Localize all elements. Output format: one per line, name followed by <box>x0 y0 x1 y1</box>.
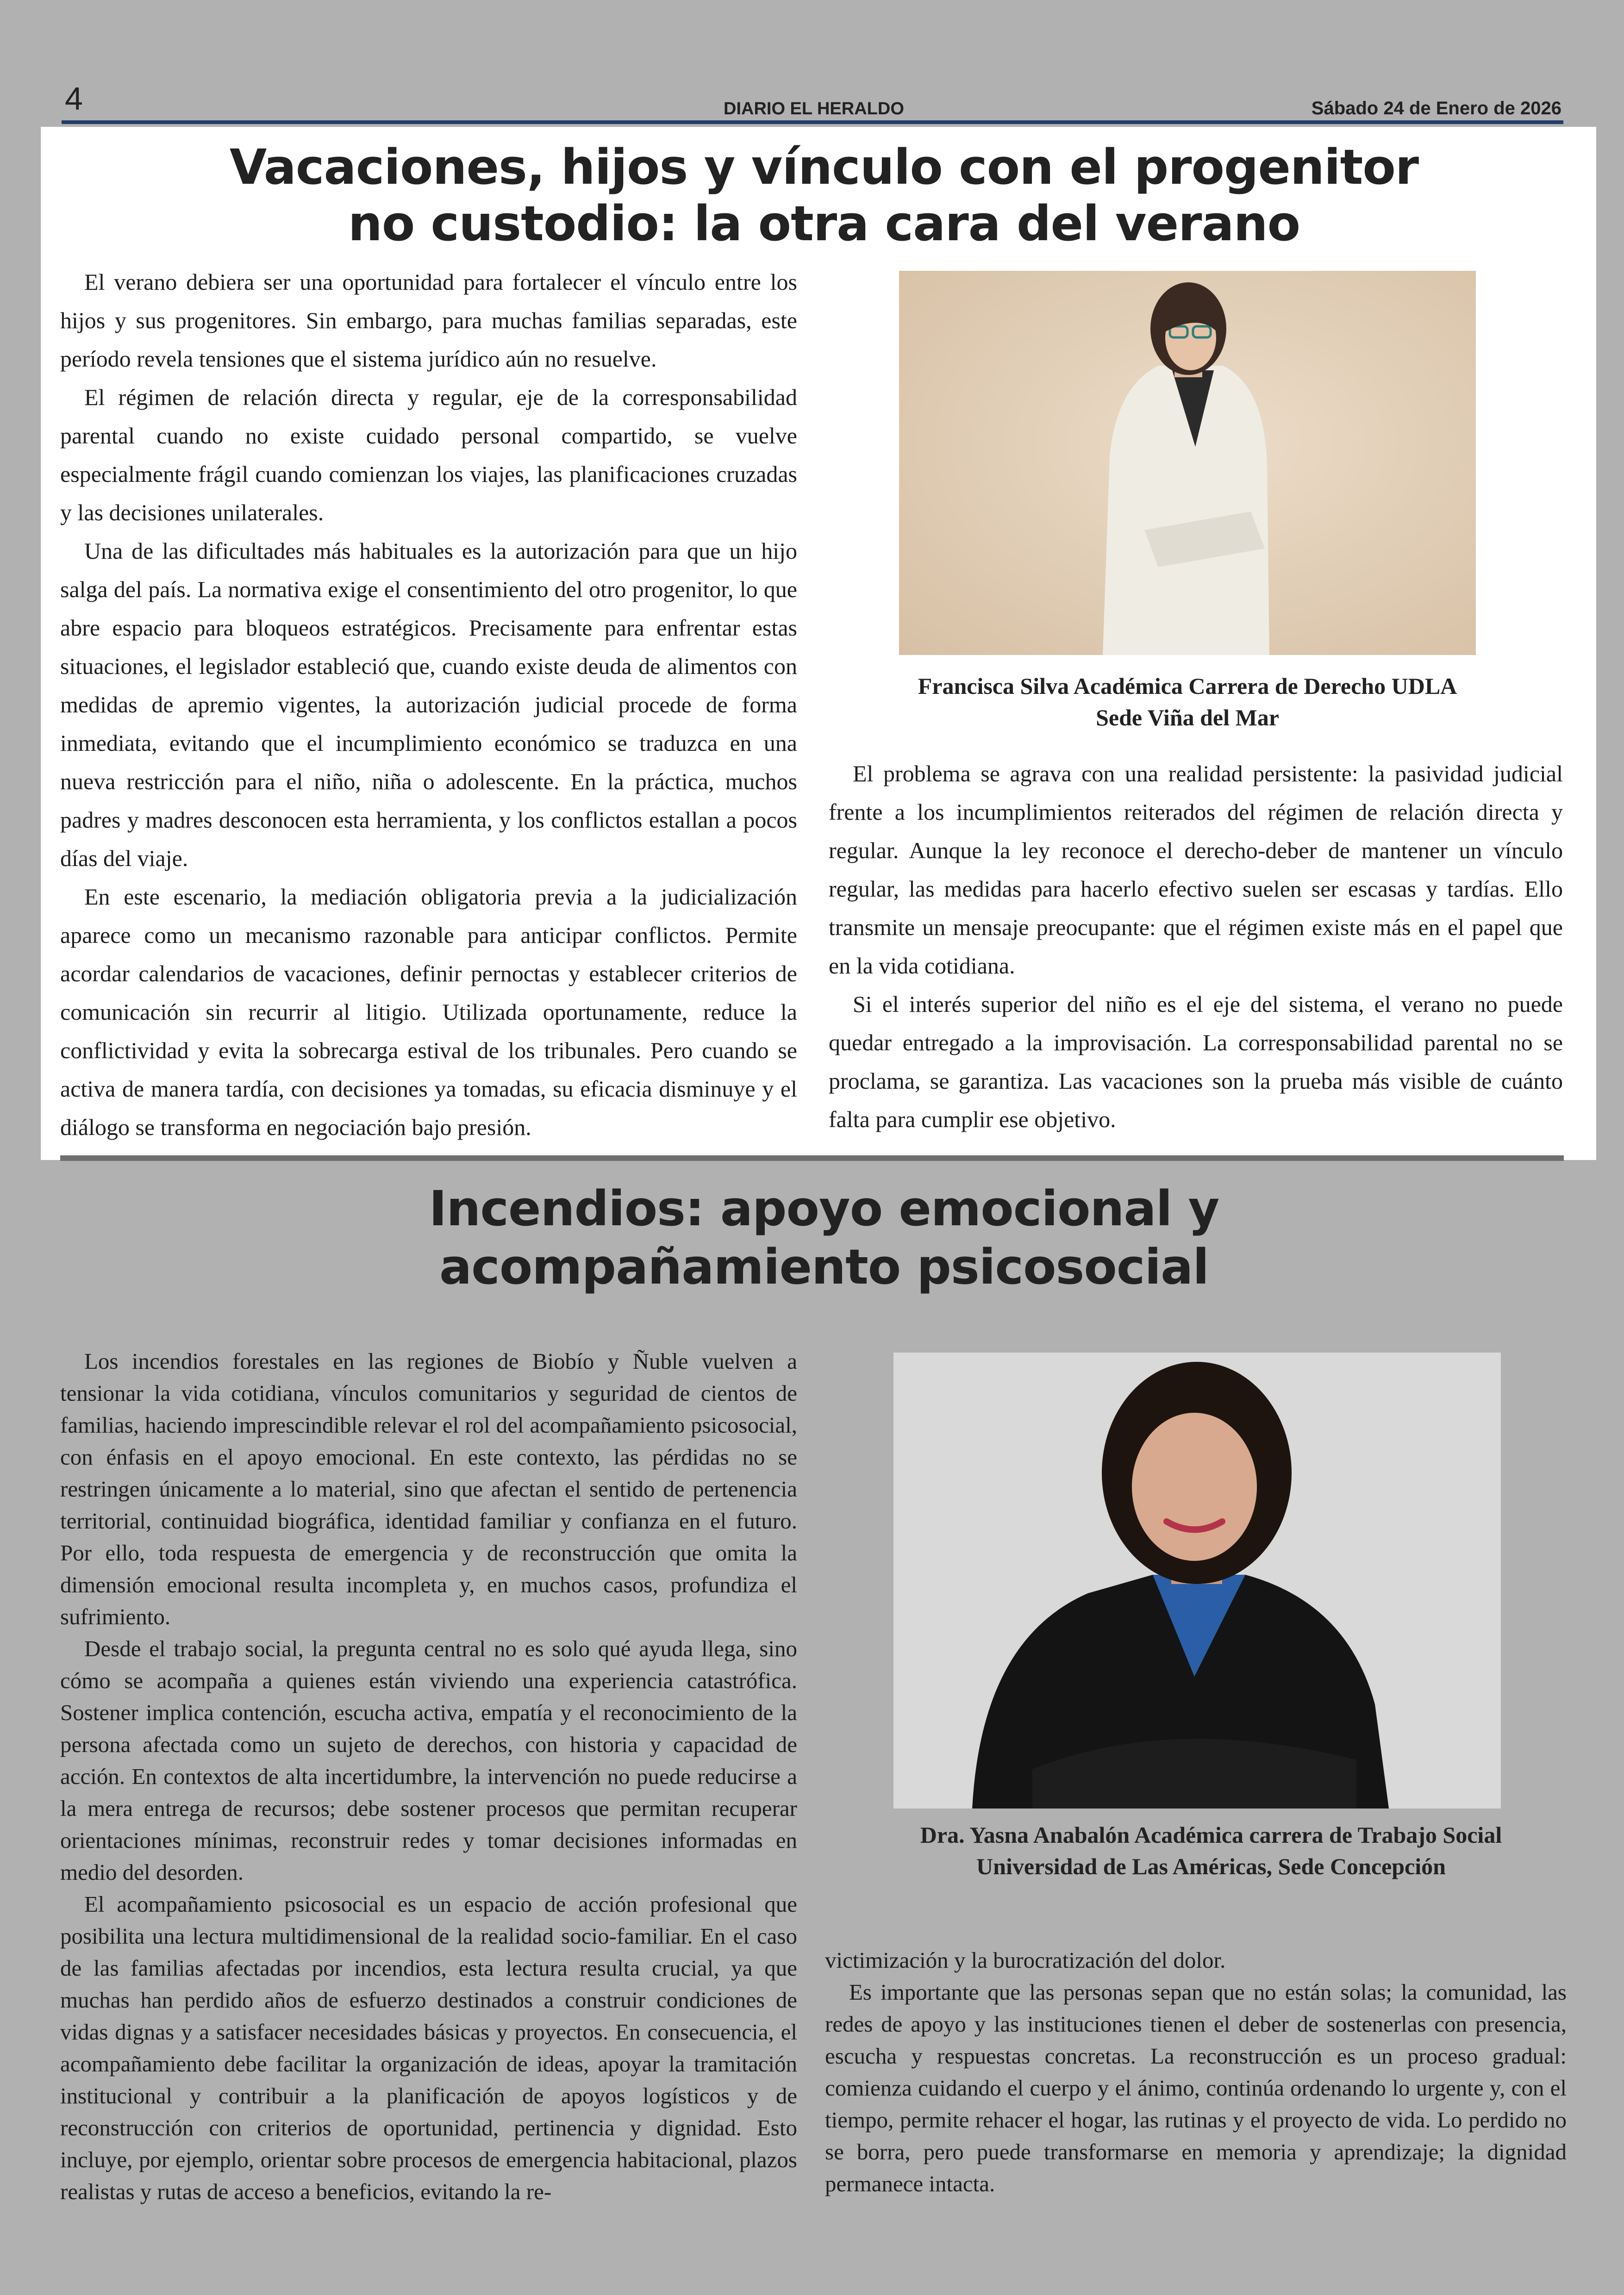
section-divider <box>60 1155 1564 1161</box>
article-1-title <box>139 139 1509 252</box>
article-2-title-line2: acompañamiento psicosocial <box>439 1239 1209 1295</box>
photo-1-caption <box>853 670 1522 733</box>
photo-1-caption-line1: Francisca Silva Académica Carrera de Derecho UDLA <box>918 673 1457 699</box>
issue-date: Sábado 24 de Enero de 2026 <box>1311 98 1562 118</box>
article-2-title-line1: Incendios: apoyo emocional y <box>429 1180 1219 1237</box>
article-2-paragraph: Desde el trabajo social, la pregunta central no es solo qué ayuda llega, sino cómo se acompaña a quienes están viviendo una experiencia catastrófica. Sostener implica contención, escucha activa, empatía y el reconocimiento de la persona afectada como un sujeto de derechos, con historia y capacidad de acción. En contextos de alta incertidumbre, la intervención no puede reducirse a la mera entrega de recursos; debe sostener procesos que permitan recuperar orientaciones mínimas, reconstruir redes y tomar decisiones informadas en medio del desorden. <box>60 1636 797 1885</box>
article-2-paragraph: El acompañamiento psicosocial es un espacio de acción profesional que posibilita una lectura multidimensional de la realidad socio-familiar. En el caso de las familias afectadas por incendios, esta lectura resulta crucial, ya que muchas han perdido años de esfuerzo destinados a construir condiciones de vidas dignas y a satisfacer necesidades básicas y proyectos. En consecuencia, el acompañamiento debe facilitar la organización de ideas, apoyar la tramitación institucional y contribuir a la planificación de apoyos logísticos y de reconstrucción con criterios de oportunidad, pertinencia y dignidad. Esto incluye, por ejemplo, orientar sobre procesos de emergencia habitacional, plazos realistas y rutas de acceso a beneficios, evitando la re- <box>60 1891 797 2204</box>
portrait-photo-yasna-anabalon <box>893 1353 1501 1809</box>
article-2-paragraph: Es importante que las personas sepan que no están solas; la comunidad, las redes de apoyo y las instituciones tienen el deber de sostenerlas con presencia, escucha y respuestas concretas. La reconstrucción es un proceso gradual: comienza cuidando el cuerpo y el ánimo, continúa ordenando lo urgente y, con el tiempo, permite rehacer el hogar, las rutinas y el proyecto de vida. Lo perdido no se borra, pero puede transformarse en memoria y aprendizaje; la dignidad permanece intacta. <box>825 1979 1567 2196</box>
article-2-paragraph: Los incendios forestales en las regiones de Biobío y Ñuble vuelven a tensionar la vida cotidiana, vínculos comunitarios y seguridad de cientos de familias, haciendo imprescindible relevar el rol del acompañamiento psicosocial, con énfasis en el apoyo emocional. En este contexto, las pérdidas no se restringen únicamente a lo material, sino que afectan el sentido de pertenencia territorial, continuidad biográfica, identidad familiar y confianza en el futuro. Por ello, toda respuesta de emergencia y de reconstrucción que omita la dimensión emocional resulta incompleta y, en muchos casos, profundiza el sufrimiento. <box>60 1348 797 1629</box>
portrait-1-image <box>899 271 1476 655</box>
article-2-title <box>139 1179 1509 1296</box>
page-number: 4 <box>65 81 83 117</box>
article-2-right-column <box>825 1944 1567 2200</box>
header-rule <box>62 120 1563 124</box>
article-1-right-column <box>829 755 1563 1139</box>
photo-2-caption-line1: Dra. Yasna Anabalón Académica carrera de Trabajo Social <box>920 1822 1502 1848</box>
article-2-paragraph: victimización y la burocratización del dolor. <box>825 1947 1226 1973</box>
portrait-2-image <box>893 1353 1501 1809</box>
photo-2-caption <box>853 1819 1569 1882</box>
article-1-title-line2: no custodio: la otra cara del verano <box>348 195 1300 252</box>
photo-2-caption-line2: Universidad de Las Américas, Sede Concepción <box>976 1853 1446 1879</box>
article-1-paragraph: En este escenario, la mediación obligatoria previa a la judicialización aparece como un mecanismo razonable para anticipar conflictos. Permite acordar calendarios de vacaciones, definir pernoctas y establecer criterios de comunicación sin recurrir al litigio. Utilizada oportunamente, reduce la conflictividad y evita la sobrecarga estival de los tribunales. Pero cuando se activa de manera tardía, con decisiones ya tomadas, su eficacia disminuye y el diálogo se transforma en negociación bajo presión. <box>60 884 797 1140</box>
article-1-paragraph: Una de las dificultades más habituales es la autorización para que un hijo salga del país. La normativa exige el consentimiento del otro progenitor, lo que abre espacio para bloqueos estratégicos. Precisamente para enfrentar estas situaciones, el legislador estableció que, cuando existe deuda de alimentos con medidas de apremio vigentes, la autorización judicial procede de forma inmediata, evitando que el incumplimiento económico se traduzca en una nueva restricción para el niño, niña o adolescente. En la práctica, muchos padres y madres desconocen esta herramienta, y los conflictos estallan a pocos días del viaje. <box>60 538 797 871</box>
article-1-left-column <box>60 263 797 1147</box>
article-1-paragraph: El verano debiera ser una oportunidad para fortalecer el vínculo entre los hijos y sus progenitores. Sin embargo, para muchas familias separadas, este período revela tensiones que el sistema jurídico aún no resuelve. <box>60 269 797 372</box>
article-2-left-column <box>60 1345 797 2208</box>
portrait-photo-francisca-silva <box>899 271 1476 655</box>
newspaper-name: DIARIO EL HERALDO <box>724 99 904 118</box>
article-1-paragraph: El régimen de relación directa y regular, eje de la corresponsabilidad parental cuando no existe cuidado personal compartido, se vuelve especialmente frágil cuando comienzan los viajes, las planificaciones cruzadas y las decisiones unilaterales. <box>60 384 797 525</box>
photo-1-caption-line2: Sede Viña del Mar <box>1096 705 1279 730</box>
article-1-title-line1: Vacaciones, hijos y vínculo con el progenitor <box>229 139 1419 195</box>
article-1-paragraph: Si el interés superior del niño es el eje del sistema, el verano no puede quedar entregado a la improvisación. La corresponsabilidad parental no se proclama, se garantiza. Las vacaciones son la prueba más visible de cuánto falta para cumplir ese objetivo. <box>829 991 1563 1132</box>
article-1-paragraph: El problema se agrava con una realidad persistente: la pasividad judicial frente a los incumplimientos reiterados del régimen de relación directa y regular. Aunque la ley reconoce el derecho-deber de mantener un vínculo regular, las medidas para hacerlo efectivo suelen ser escasas y tardías. Ello transmite un mensaje preocupante: que el régimen existe más en el papel que en la vida cotidiana. <box>829 761 1563 979</box>
